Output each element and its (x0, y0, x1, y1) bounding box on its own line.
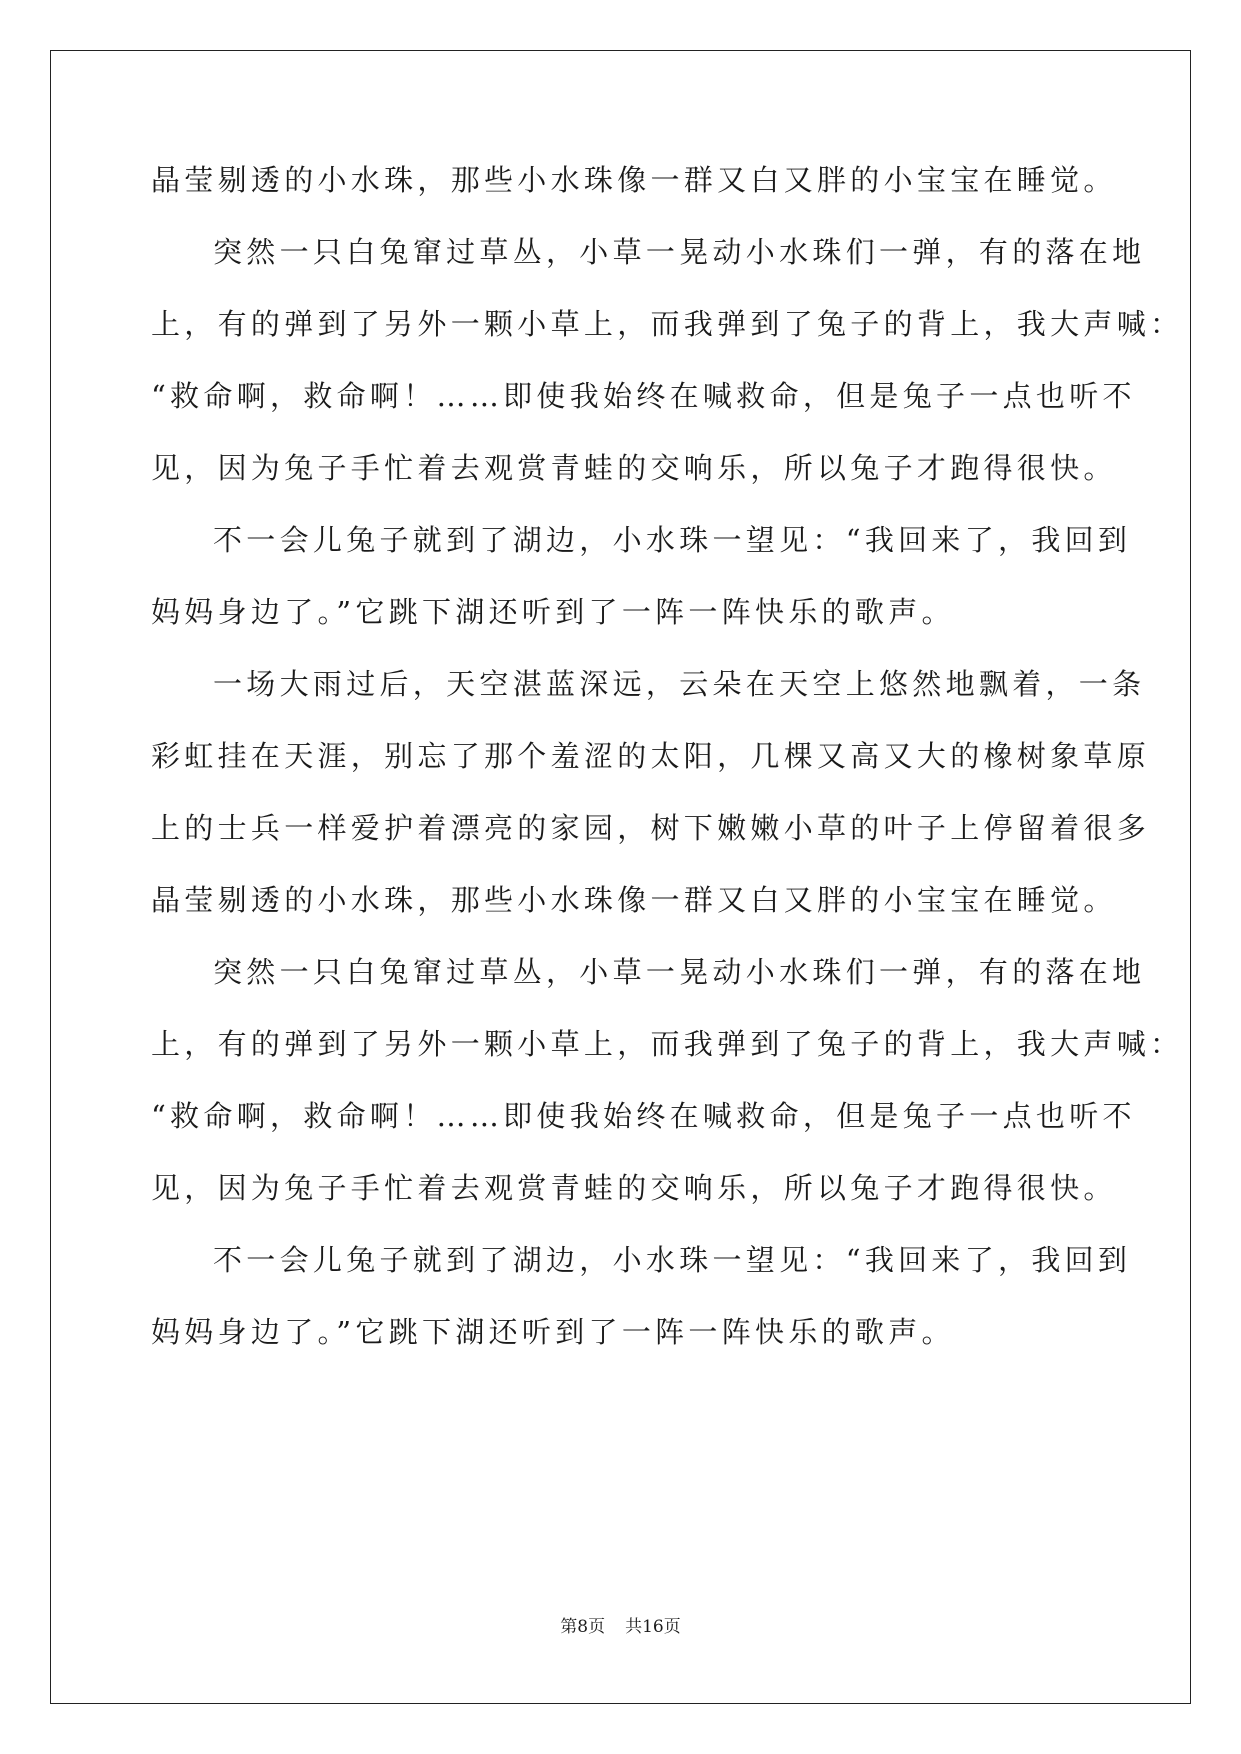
text-line: 彩虹挂在天涯，别忘了那个羞涩的太阳，几棵又高又大的橡树象草原 (151, 739, 1151, 773)
text-line: “救命啊，救命啊！……即使我始终在喊救命，但是兔子一点也听不 (151, 379, 1136, 413)
text-line: 妈妈身边了。”它跳下湖还听到了一阵一阵快乐的歌声。 (151, 1315, 955, 1349)
text-line: 一场大雨过后，天空湛蓝深远，云朵在天空上悠然地飘着，一条 (213, 667, 1146, 701)
text-line: 妈妈身边了。”它跳下湖还听到了一阵一阵快乐的歌声。 (151, 595, 955, 629)
text-line: 上，有的弹到了另外一颗小草上，而我弹到了兔子的背上，我大声喊： (151, 1027, 1184, 1061)
page-total: 共16页 (625, 1617, 681, 1637)
page-footer (0, 1612, 1241, 1637)
text-line: 上的士兵一样爱护着漂亮的家园，树下嫩嫩小草的叶子上停留着很多 (151, 811, 1151, 845)
text-line: 见，因为兔子手忙着去观赏青蛙的交响乐，所以兔子才跑得很快。 (151, 451, 1117, 485)
text-line: 上，有的弹到了另外一颗小草上，而我弹到了兔子的背上，我大声喊： (151, 307, 1184, 341)
text-line: 晶莹剔透的小水珠，那些小水珠像一群又白又胖的小宝宝在睡觉。 (151, 163, 1117, 197)
text-line: 晶莹剔透的小水珠，那些小水珠像一群又白又胖的小宝宝在睡觉。 (151, 883, 1117, 917)
text-line: 突然一只白兔窜过草丛，小草一晃动小水珠们一弹，有的落在地 (213, 955, 1146, 989)
text-line: 不一会儿兔子就到了湖边，小水珠一望见：“我回来了，我回到 (213, 523, 1132, 557)
text-line: 不一会儿兔子就到了湖边，小水珠一望见：“我回来了，我回到 (213, 1243, 1132, 1277)
text-line: 突然一只白兔窜过草丛，小草一晃动小水珠们一弹，有的落在地 (213, 235, 1146, 269)
page-number: 第8页 (560, 1617, 606, 1637)
page-border (50, 50, 1191, 1704)
text-line: “救命啊，救命啊！……即使我始终在喊救命，但是兔子一点也听不 (151, 1099, 1136, 1133)
text-line: 见，因为兔子手忙着去观赏青蛙的交响乐，所以兔子才跑得很快。 (151, 1171, 1117, 1205)
